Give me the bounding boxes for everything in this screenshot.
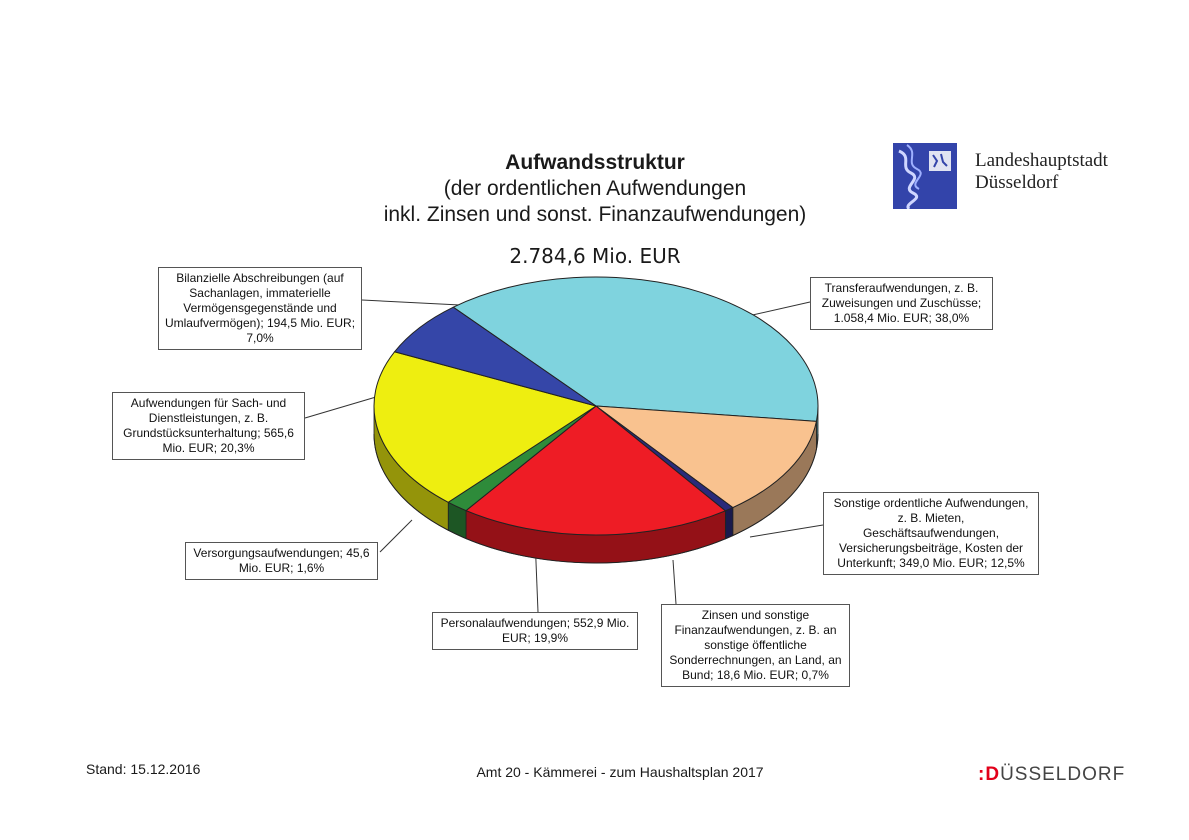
label-personal: Personalaufwendungen; 552,9 Mio. EUR; 19,9% xyxy=(432,612,638,650)
leader-line-abschreibung xyxy=(362,300,460,305)
footer-brand-logo xyxy=(978,764,1125,786)
footer-brand-prefix: :D xyxy=(978,764,1001,785)
leader-line-transfer xyxy=(748,302,810,316)
leader-line-zinsen xyxy=(673,560,676,604)
logo-line-2: Düsseldorf xyxy=(975,172,1059,193)
chart-title: Aufwandsstruktur xyxy=(505,151,685,174)
label-abschreibung: Bilanzielle Abschreibungen (auf Sachanlagen, immaterielle Vermögensgegenstände und Umlaufvermögen); 194,5 Mio. EUR; 7,0% xyxy=(158,267,362,350)
label-sonstige: Sonstige ordentliche Aufwendungen, z. B. Mieten, Geschäftsaufwendungen, Versicherungsbeiträge, Kosten der Unterkunft; 349,0 Mio. EUR; 12,5% xyxy=(823,492,1039,575)
label-zinsen: Zinsen und sonstige Finanzaufwendungen, z. B. an sonstige öffentliche Sonderrechnungen, an Land, an Bund; 18,6 Mio. EUR; 0,7% xyxy=(661,604,850,687)
footer-date: Stand: 15.12.2016 xyxy=(86,761,201,777)
label-versorgung: Versorgungsaufwendungen; 45,6 Mio. EUR; 1,6% xyxy=(185,542,378,580)
leader-line-sach xyxy=(305,397,376,418)
logo-line-1: Landeshauptstadt xyxy=(975,150,1108,171)
pie-top xyxy=(374,277,818,535)
footer-department: Amt 20 - Kämmerei - zum Haushaltsplan 2017 xyxy=(476,764,764,780)
total-amount: 2.784,6 Mio. EUR xyxy=(509,244,681,268)
logo-text xyxy=(975,150,1108,194)
city-coat-of-arms-icon xyxy=(893,143,957,209)
chart-subtitle-2: inkl. Zinsen und sonst. Finanzaufwendungen) xyxy=(383,203,807,226)
chart-title-block xyxy=(380,150,810,228)
footer-brand-text: ÜSSELDORF xyxy=(1000,764,1126,785)
chart-subtitle-1: (der ordentlichen Aufwendungen xyxy=(443,177,747,200)
label-transfer: Transferaufwendungen, z. B. Zuweisungen und Zuschüsse; 1.058,4 Mio. EUR; 38,0% xyxy=(810,277,993,330)
leader-line-sonstige xyxy=(750,525,823,537)
slice-3-side-1 xyxy=(725,508,732,539)
label-sach: Aufwendungen für Sach- und Dienstleistungen, z. B. Grundstücksunterhaltung; 565,6 Mio. EUR; 20,3% xyxy=(112,392,305,460)
leader-line-versorgung xyxy=(380,520,412,552)
